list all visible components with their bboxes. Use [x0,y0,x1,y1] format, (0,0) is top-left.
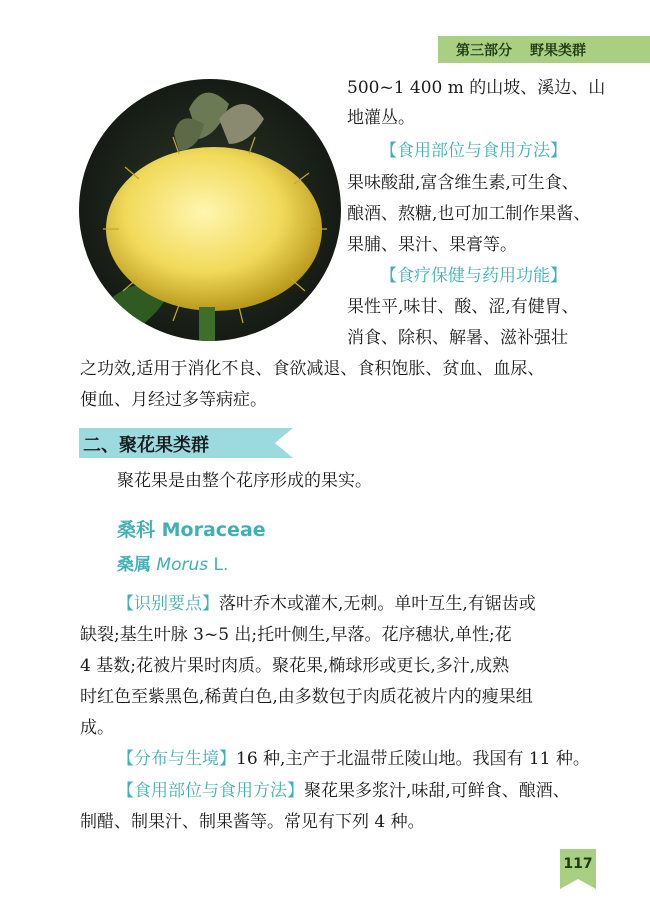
usage-tag: 【食用部位与食用方法】 [117,781,304,801]
genus-latin: Morus [156,555,209,575]
text-line: 果脯、果汁、果膏等。 [347,235,517,255]
subheading-medicinal: 【食疗保健与药用功能】 [380,266,567,286]
header-part: 第三部分 [456,42,512,59]
distribution-tag: 【分布与生境】 [117,749,236,769]
section-title: 二、聚花果类群 [83,435,209,456]
text-line: 500~1 400 m 的山坡、溪边、山 [347,78,606,98]
subheading-usage: 【食用部位与食用方法】 [380,141,567,161]
identification-line [117,593,536,615]
fruit-photo [79,79,341,341]
text-line: 酿酒、熬糖,也可加工制作果酱、 [347,204,591,224]
text-line: 地灌丛。 [347,108,415,128]
page-number: 117 [563,856,593,872]
usage-text: 聚花果多浆汁,味甜,可鲜食、酿酒、 [304,781,570,801]
running-header [438,36,650,63]
identification-text: 落叶乔木或灌木,无刺。单叶互生,有锯齿或 [219,594,536,614]
distribution-text: 16 种,主产于北温带丘陵山地。我国有 11 种。 [236,749,590,769]
identification-line: 4 基数;花被片果时肉质。聚花果,椭球形或更长,多汁,成熟 [80,656,510,676]
text-line: 果性平,味甘、酸、涩,有健胃、 [347,297,579,317]
family-cn: 桑科 [117,519,156,541]
identification-line: 时红色至紫黑色,稀黄白色,由多数包于肉质花被片内的瘦果组 [80,687,533,707]
identification-tag: 【识别要点】 [117,594,219,614]
text-line: 便血、月经过多等病症。 [80,390,267,410]
genus-name [117,550,228,575]
header-category: 野果类群 [530,42,586,59]
text-line: 之功效,适用于消化不良、食欲减退、食积饱胀、贫血、血尿、 [80,359,545,379]
usage-line [117,780,570,802]
page-number-badge [560,849,596,889]
distribution-line [117,748,590,770]
section-heading [79,428,293,458]
text-line: 果味酸甜,富含维生素,可生食、 [347,173,579,193]
family-latin: Moraceae [161,519,266,541]
intro-text: 聚花果是由整个花序形成的果实。 [117,471,372,491]
identification-line: 缺裂;基生叶脉 3~5 出;托叶侧生,早落。花序穗状,单性;花 [80,625,512,645]
genus-cn: 桑属 [117,555,151,575]
family-name [117,515,266,542]
text-line: 消食、除积、解暑、滋补强壮 [347,328,568,348]
usage-line: 制醋、制果汁、制果酱等。常见有下列 4 种。 [80,812,425,832]
genus-author: L. [213,555,229,575]
identification-line: 成。 [80,718,114,738]
